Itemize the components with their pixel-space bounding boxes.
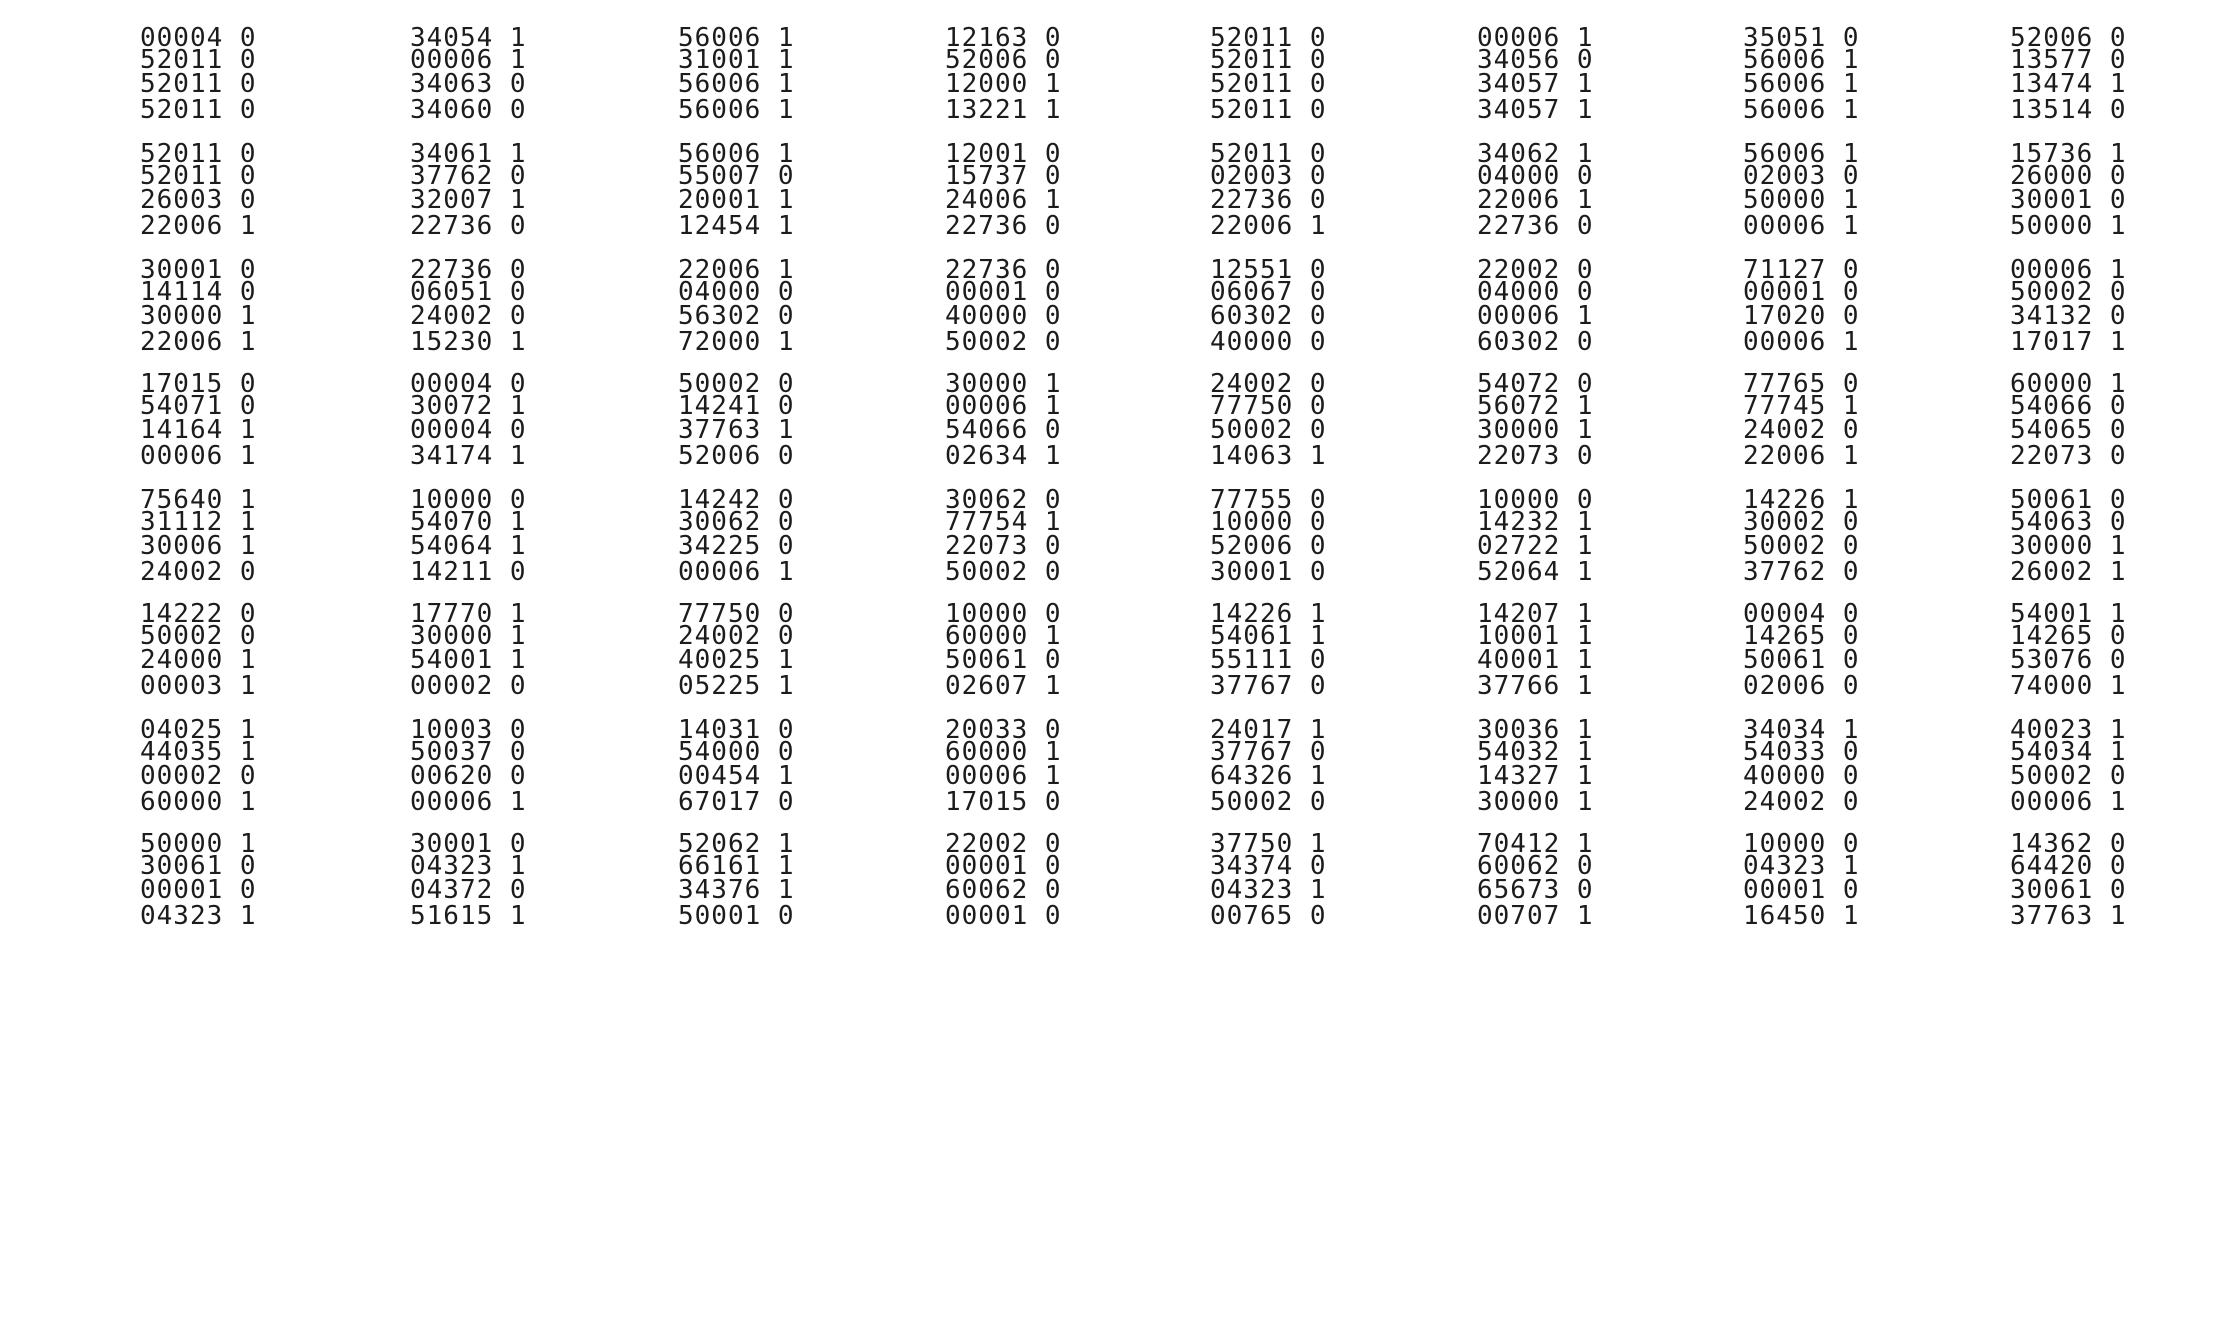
octal-word: 37750 1 xyxy=(1210,829,1327,859)
octal-word: 14232 1 xyxy=(1477,507,1594,537)
octal-word: 14327 1 xyxy=(1477,761,1594,791)
octal-word: 52011 0 xyxy=(1210,139,1327,169)
octal-word: 34225 0 xyxy=(678,531,795,561)
octal-word: 40000 0 xyxy=(1210,327,1327,357)
octal-word: 30061 0 xyxy=(2010,875,2127,905)
octal-word: 04000 0 xyxy=(678,277,795,307)
octal-word: 02003 0 xyxy=(1743,161,1860,191)
octal-word: 40025 1 xyxy=(678,645,795,675)
octal-word: 35051 0 xyxy=(1743,23,1860,53)
octal-word: 56006 1 xyxy=(1743,69,1860,99)
octal-word: 15736 1 xyxy=(2010,139,2127,169)
octal-word: 37766 1 xyxy=(1477,671,1594,701)
octal-word: 54066 0 xyxy=(945,415,1062,445)
octal-word: 22736 0 xyxy=(1477,211,1594,241)
octal-word: 50000 1 xyxy=(2010,211,2127,241)
octal-word: 54000 0 xyxy=(678,737,795,767)
octal-word: 00006 1 xyxy=(1477,23,1594,53)
octal-word: 56006 1 xyxy=(1743,45,1860,75)
octal-word: 52011 0 xyxy=(140,69,257,99)
octal-word: 24002 0 xyxy=(410,301,527,331)
octal-word: 00004 0 xyxy=(410,369,527,399)
octal-word: 00006 1 xyxy=(678,557,795,587)
octal-word: 50002 0 xyxy=(2010,277,2127,307)
octal-word: 54066 0 xyxy=(2010,391,2127,421)
octal-word: 24017 1 xyxy=(1210,715,1327,745)
octal-word: 52011 0 xyxy=(1210,23,1327,53)
octal-word: 56006 1 xyxy=(678,23,795,53)
octal-word: 60000 1 xyxy=(140,787,257,817)
octal-word: 50002 0 xyxy=(945,557,1062,587)
octal-word: 24006 1 xyxy=(945,185,1062,215)
octal-word: 56006 1 xyxy=(1743,139,1860,169)
octal-word: 22006 1 xyxy=(140,327,257,357)
octal-word: 04000 0 xyxy=(1477,161,1594,191)
octal-word: 26000 0 xyxy=(2010,161,2127,191)
octal-word: 00006 1 xyxy=(1743,327,1860,357)
octal-word: 34056 0 xyxy=(1477,45,1594,75)
octal-word: 50061 0 xyxy=(2010,485,2127,515)
listing-row xyxy=(0,556,2218,589)
octal-word: 37762 0 xyxy=(1743,557,1860,587)
octal-word: 77745 1 xyxy=(1743,391,1860,421)
octal-word: 51615 1 xyxy=(410,901,527,931)
octal-word: 54001 1 xyxy=(410,645,527,675)
octal-word: 37767 0 xyxy=(1210,671,1327,701)
octal-word: 24002 0 xyxy=(140,557,257,587)
octal-word: 00707 1 xyxy=(1477,901,1594,931)
octal-word: 30000 1 xyxy=(1477,787,1594,817)
octal-word: 71127 0 xyxy=(1743,255,1860,285)
octal-word: 30002 0 xyxy=(1743,507,1860,537)
octal-word: 54034 1 xyxy=(2010,737,2127,767)
octal-word: 00003 1 xyxy=(140,671,257,701)
octal-word: 14222 0 xyxy=(140,599,257,629)
octal-word: 30062 0 xyxy=(945,485,1062,515)
octal-word: 00004 0 xyxy=(1743,599,1860,629)
octal-word: 30006 1 xyxy=(140,531,257,561)
octal-word: 10001 1 xyxy=(1477,621,1594,651)
octal-word: 14063 1 xyxy=(1210,441,1327,471)
octal-word: 06051 0 xyxy=(410,277,527,307)
octal-word: 31001 1 xyxy=(678,45,795,75)
octal-word: 34062 1 xyxy=(1477,139,1594,169)
octal-word: 53076 0 xyxy=(2010,645,2127,675)
octal-word: 22073 0 xyxy=(1477,441,1594,471)
octal-word: 00001 0 xyxy=(1743,875,1860,905)
octal-word: 30001 0 xyxy=(410,829,527,859)
octal-word: 77765 0 xyxy=(1743,369,1860,399)
octal-word: 15737 0 xyxy=(945,161,1062,191)
octal-word: 52011 0 xyxy=(140,139,257,169)
octal-word: 00001 0 xyxy=(1743,277,1860,307)
octal-word: 67017 0 xyxy=(678,787,795,817)
octal-word: 14241 0 xyxy=(678,391,795,421)
octal-word: 14362 0 xyxy=(2010,829,2127,859)
octal-word: 54001 1 xyxy=(2010,599,2127,629)
octal-word: 52011 0 xyxy=(1210,45,1327,75)
octal-word: 22736 0 xyxy=(410,255,527,285)
octal-word: 13221 1 xyxy=(945,95,1062,125)
octal-word: 02634 1 xyxy=(945,441,1062,471)
octal-word: 50000 1 xyxy=(140,829,257,859)
octal-word: 24002 0 xyxy=(1743,415,1860,445)
octal-word: 31112 1 xyxy=(140,507,257,537)
octal-word: 00001 0 xyxy=(945,277,1062,307)
octal-word: 00620 0 xyxy=(410,761,527,791)
listing-row xyxy=(0,326,2218,359)
octal-word: 30001 0 xyxy=(140,255,257,285)
octal-word: 64326 1 xyxy=(1210,761,1327,791)
octal-word: 34132 0 xyxy=(2010,301,2127,331)
octal-word: 00006 1 xyxy=(945,391,1062,421)
octal-word: 30000 1 xyxy=(410,621,527,651)
octal-word: 60062 0 xyxy=(1477,851,1594,881)
octal-word: 30000 1 xyxy=(945,369,1062,399)
octal-word: 77755 0 xyxy=(1210,485,1327,515)
octal-word: 22002 0 xyxy=(1477,255,1594,285)
octal-word: 22736 0 xyxy=(410,211,527,241)
octal-word: 52006 0 xyxy=(1210,531,1327,561)
octal-word: 34061 1 xyxy=(410,139,527,169)
octal-word: 00006 1 xyxy=(1743,211,1860,241)
octal-word: 02722 1 xyxy=(1477,531,1594,561)
octal-word: 00002 0 xyxy=(410,671,527,701)
octal-word: 14211 0 xyxy=(410,557,527,587)
listing-row xyxy=(0,900,2218,933)
octal-word: 24000 1 xyxy=(140,645,257,675)
octal-word: 24002 0 xyxy=(678,621,795,651)
octal-word: 54065 0 xyxy=(2010,415,2127,445)
octal-word: 12001 0 xyxy=(945,139,1062,169)
octal-word: 12163 0 xyxy=(945,23,1062,53)
octal-word: 30062 0 xyxy=(678,507,795,537)
octal-word: 14114 0 xyxy=(140,277,257,307)
octal-word: 66161 1 xyxy=(678,851,795,881)
octal-word: 54070 1 xyxy=(410,507,527,537)
octal-word: 64420 0 xyxy=(2010,851,2127,881)
octal-word: 30072 1 xyxy=(410,391,527,421)
octal-word: 17770 1 xyxy=(410,599,527,629)
octal-word: 22006 1 xyxy=(140,211,257,241)
octal-word: 40000 0 xyxy=(1743,761,1860,791)
octal-word: 00006 1 xyxy=(410,787,527,817)
octal-word: 52006 0 xyxy=(945,45,1062,75)
octal-word: 60302 0 xyxy=(1477,327,1594,357)
octal-word: 37763 1 xyxy=(678,415,795,445)
octal-word: 37762 0 xyxy=(410,161,527,191)
octal-word: 17015 0 xyxy=(945,787,1062,817)
octal-word: 10000 0 xyxy=(1477,485,1594,515)
octal-word: 30036 1 xyxy=(1477,715,1594,745)
octal-word: 30000 1 xyxy=(140,301,257,331)
octal-word: 04000 0 xyxy=(1477,277,1594,307)
octal-word: 00006 1 xyxy=(1477,301,1594,331)
octal-word: 24002 0 xyxy=(1743,787,1860,817)
octal-word: 37763 1 xyxy=(2010,901,2127,931)
octal-word: 04323 1 xyxy=(1210,875,1327,905)
octal-word: 30001 0 xyxy=(1210,557,1327,587)
octal-word: 04323 1 xyxy=(1743,851,1860,881)
octal-word: 60000 1 xyxy=(2010,369,2127,399)
octal-word: 10000 0 xyxy=(1743,829,1860,859)
octal-word: 00765 0 xyxy=(1210,901,1327,931)
octal-word: 34057 1 xyxy=(1477,69,1594,99)
octal-word: 16450 1 xyxy=(1743,901,1860,931)
octal-word: 72000 1 xyxy=(678,327,795,357)
octal-word: 13474 1 xyxy=(2010,69,2127,99)
octal-word: 26002 1 xyxy=(2010,557,2127,587)
octal-word: 50002 0 xyxy=(1743,531,1860,561)
octal-word: 52011 0 xyxy=(1210,69,1327,99)
octal-word: 52062 1 xyxy=(678,829,795,859)
octal-word: 10000 0 xyxy=(945,599,1062,629)
octal-word: 54032 1 xyxy=(1477,737,1594,767)
octal-word: 60000 1 xyxy=(945,737,1062,767)
octal-word: 12000 1 xyxy=(945,69,1062,99)
octal-word: 20033 0 xyxy=(945,715,1062,745)
octal-word: 00002 0 xyxy=(140,761,257,791)
octal-word: 22736 0 xyxy=(945,255,1062,285)
octal-word: 54072 0 xyxy=(1477,369,1594,399)
octal-word: 52011 0 xyxy=(1210,95,1327,125)
octal-word: 34034 1 xyxy=(1743,715,1860,745)
octal-word: 05225 1 xyxy=(678,671,795,701)
octal-word: 34374 0 xyxy=(1210,851,1327,881)
octal-word: 77750 0 xyxy=(678,599,795,629)
octal-word: 22002 0 xyxy=(945,829,1062,859)
listing-row xyxy=(0,94,2218,127)
octal-word: 00006 1 xyxy=(2010,787,2127,817)
octal-word: 40023 1 xyxy=(2010,715,2127,745)
octal-word: 40001 1 xyxy=(1477,645,1594,675)
octal-word: 52011 0 xyxy=(140,95,257,125)
octal-word: 56006 1 xyxy=(678,139,795,169)
octal-word: 52011 0 xyxy=(140,161,257,191)
octal-word: 56302 0 xyxy=(678,301,795,331)
octal-word: 04323 1 xyxy=(140,901,257,931)
octal-word: 04025 1 xyxy=(140,715,257,745)
octal-word: 06067 0 xyxy=(1210,277,1327,307)
octal-word: 00454 1 xyxy=(678,761,795,791)
octal-word: 00006 1 xyxy=(410,45,527,75)
octal-word: 30001 0 xyxy=(2010,185,2127,215)
octal-word: 34174 1 xyxy=(410,441,527,471)
octal-word: 37767 0 xyxy=(1210,737,1327,767)
octal-word: 14265 0 xyxy=(2010,621,2127,651)
octal-word: 34060 0 xyxy=(410,95,527,125)
octal-word: 60000 1 xyxy=(945,621,1062,651)
octal-word: 04323 1 xyxy=(410,851,527,881)
octal-word: 24002 0 xyxy=(1210,369,1327,399)
octal-word: 02006 0 xyxy=(1743,671,1860,701)
octal-word: 00004 0 xyxy=(410,415,527,445)
octal-word: 22006 1 xyxy=(1477,185,1594,215)
octal-word: 30000 1 xyxy=(1477,415,1594,445)
listing-row xyxy=(0,440,2218,473)
octal-word: 00006 1 xyxy=(2010,255,2127,285)
octal-word: 50002 0 xyxy=(1210,787,1327,817)
octal-word: 77754 1 xyxy=(945,507,1062,537)
octal-word: 50002 0 xyxy=(945,327,1062,357)
octal-word: 22073 0 xyxy=(945,531,1062,561)
octal-word: 54064 1 xyxy=(410,531,527,561)
octal-word: 34376 1 xyxy=(678,875,795,905)
octal-word: 22006 1 xyxy=(1743,441,1860,471)
octal-word: 20001 1 xyxy=(678,185,795,215)
octal-word: 44035 1 xyxy=(140,737,257,767)
octal-word: 50002 0 xyxy=(2010,761,2127,791)
octal-word: 50000 1 xyxy=(1743,185,1860,215)
octal-word: 14265 0 xyxy=(1743,621,1860,651)
octal-word: 15230 1 xyxy=(410,327,527,357)
octal-word: 30061 0 xyxy=(140,851,257,881)
octal-word: 17015 0 xyxy=(140,369,257,399)
octal-word: 52006 0 xyxy=(2010,23,2127,53)
octal-word: 50061 0 xyxy=(945,645,1062,675)
octal-word: 10000 0 xyxy=(1210,507,1327,537)
octal-word: 00006 1 xyxy=(945,761,1062,791)
octal-word: 34063 0 xyxy=(410,69,527,99)
octal-word: 60302 0 xyxy=(1210,301,1327,331)
octal-word: 14031 0 xyxy=(678,715,795,745)
octal-word: 65673 0 xyxy=(1477,875,1594,905)
octal-word: 52011 0 xyxy=(140,45,257,75)
octal-word: 54033 0 xyxy=(1743,737,1860,767)
octal-word: 14164 1 xyxy=(140,415,257,445)
octal-word: 75640 1 xyxy=(140,485,257,515)
octal-word: 22006 1 xyxy=(678,255,795,285)
octal-word: 12454 1 xyxy=(678,211,795,241)
octal-word: 10000 0 xyxy=(410,485,527,515)
octal-word: 55007 0 xyxy=(678,161,795,191)
listing-row xyxy=(0,210,2218,243)
octal-word: 52064 1 xyxy=(1477,557,1594,587)
octal-word: 56006 1 xyxy=(678,95,795,125)
octal-word: 60062 0 xyxy=(945,875,1062,905)
octal-word: 56006 1 xyxy=(678,69,795,99)
octal-word: 00001 0 xyxy=(140,875,257,905)
octal-word: 14226 1 xyxy=(1210,599,1327,629)
octal-word: 55111 0 xyxy=(1210,645,1327,675)
octal-word: 77750 0 xyxy=(1210,391,1327,421)
octal-word: 50001 0 xyxy=(678,901,795,931)
octal-word: 54071 0 xyxy=(140,391,257,421)
octal-word: 00004 0 xyxy=(140,23,257,53)
octal-word: 00006 1 xyxy=(140,441,257,471)
listing-block xyxy=(0,828,2218,968)
octal-word: 00001 0 xyxy=(945,851,1062,881)
octal-word: 34054 1 xyxy=(410,23,527,53)
octal-word: 13577 0 xyxy=(2010,45,2127,75)
octal-word: 14226 1 xyxy=(1743,485,1860,515)
octal-word: 70412 1 xyxy=(1477,829,1594,859)
octal-word: 13514 0 xyxy=(2010,95,2127,125)
octal-word: 22006 1 xyxy=(1210,211,1327,241)
octal-word: 52006 0 xyxy=(678,441,795,471)
octal-word: 26003 0 xyxy=(140,185,257,215)
octal-word: 50002 0 xyxy=(140,621,257,651)
octal-word: 12551 0 xyxy=(1210,255,1327,285)
octal-word: 54061 1 xyxy=(1210,621,1327,651)
octal-word: 04372 0 xyxy=(410,875,527,905)
octal-word: 00001 0 xyxy=(945,901,1062,931)
octal-word: 02003 0 xyxy=(1210,161,1327,191)
octal-word: 56006 1 xyxy=(1743,95,1860,125)
octal-word: 50061 0 xyxy=(1743,645,1860,675)
octal-word: 50037 0 xyxy=(410,737,527,767)
octal-word: 10003 0 xyxy=(410,715,527,745)
octal-word: 40000 0 xyxy=(945,301,1062,331)
octal-word: 22736 0 xyxy=(945,211,1062,241)
octal-word: 50002 0 xyxy=(678,369,795,399)
octal-word: 17020 0 xyxy=(1743,301,1860,331)
listing-row xyxy=(0,786,2218,819)
octal-word: 30000 1 xyxy=(2010,531,2127,561)
octal-word: 54063 0 xyxy=(2010,507,2127,537)
listing-row xyxy=(0,670,2218,703)
octal-word: 14242 0 xyxy=(678,485,795,515)
octal-word: 34057 1 xyxy=(1477,95,1594,125)
octal-word: 56072 1 xyxy=(1477,391,1594,421)
octal-word: 14207 1 xyxy=(1477,599,1594,629)
octal-word: 22736 0 xyxy=(1210,185,1327,215)
octal-word: 02607 1 xyxy=(945,671,1062,701)
octal-word: 17017 1 xyxy=(2010,327,2127,357)
octal-word: 74000 1 xyxy=(2010,671,2127,701)
octal-word: 50002 0 xyxy=(1210,415,1327,445)
octal-word: 32007 1 xyxy=(410,185,527,215)
octal-word: 22073 0 xyxy=(2010,441,2127,471)
